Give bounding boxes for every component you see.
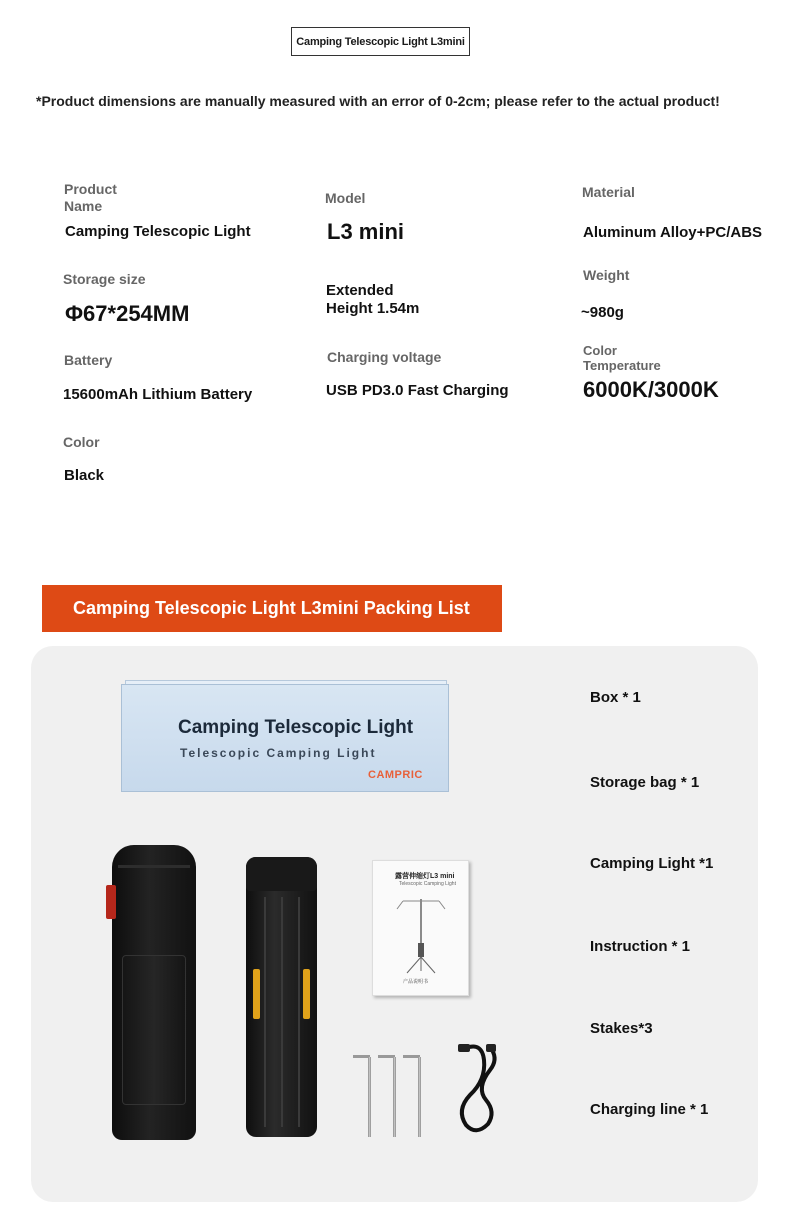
brand-logo: CAMPRIC <box>368 769 423 781</box>
packing-item-storage-bag: Storage bag * 1 <box>590 774 700 791</box>
storage-bag-image <box>112 845 196 1140</box>
box-title: Camping Telescopic Light <box>178 717 414 738</box>
stake-image <box>368 1057 371 1137</box>
bag-zipper <box>118 865 190 868</box>
stake-image <box>393 1057 396 1137</box>
weight-value: ~980g <box>581 304 624 321</box>
product-name-value: Camping Telescopic Light <box>65 223 251 240</box>
extended-height-value: Extended Height 1.54m <box>326 282 420 317</box>
color-label: Color <box>63 434 100 450</box>
charging-cable-icon <box>452 1040 502 1138</box>
manual-subtitle: Telescopic Camping Light <box>399 881 456 887</box>
bag-tag <box>106 885 116 919</box>
light-groove <box>298 897 300 1127</box>
model-value: L3 mini <box>327 219 405 244</box>
light-amber-stripe <box>253 969 260 1019</box>
charging-voltage-value: USB PD3.0 Fast Charging <box>326 382 509 399</box>
weight-label: Weight <box>583 267 630 283</box>
material-value: Aluminum Alloy+PC/ABS <box>583 224 763 241</box>
battery-value: 15600mAh Lithium Battery <box>63 386 253 403</box>
model-label: Model <box>325 190 366 206</box>
color-temperature-value: 6000K/3000K <box>583 377 719 402</box>
manual-footer: 产品说明书 <box>403 979 429 985</box>
packing-item-charging-line: Charging line * 1 <box>590 1101 709 1118</box>
packing-item-box: Box * 1 <box>590 689 641 706</box>
measurement-disclaimer: *Product dimensions are manually measured with an error of 0-2cm; please refer to the actual product! <box>36 93 720 109</box>
manual-title: 露营伸缩灯L3 mini <box>395 873 455 880</box>
instruction-manual-image <box>372 860 469 996</box>
packing-item-camping-light: Camping Light *1 <box>590 855 714 872</box>
box-subtitle: Telescopic Camping Light <box>180 746 377 760</box>
material-label: Material <box>582 184 635 200</box>
packing-item-stakes: Stakes*3 <box>590 1020 653 1037</box>
light-groove <box>281 897 283 1127</box>
battery-label: Battery <box>64 352 113 368</box>
packing-item-instruction: Instruction * 1 <box>590 938 691 955</box>
bag-pocket <box>122 955 186 1105</box>
product-name-label: Product Name <box>64 181 117 214</box>
color-temperature-label: Color Temperature <box>583 343 661 373</box>
light-groove <box>264 897 266 1127</box>
packing-list-header: Camping Telescopic Light L3mini Packing List <box>42 585 502 632</box>
charging-voltage-label: Charging voltage <box>327 349 442 365</box>
tripod-diagram-icon <box>373 861 470 997</box>
product-box-image <box>121 684 449 792</box>
page-title: Camping Telescopic Light L3mini <box>291 27 470 56</box>
color-value: Black <box>64 467 105 484</box>
stake-image <box>418 1057 421 1137</box>
storage-size-label: Storage size <box>63 271 146 287</box>
storage-size-value: Φ67*254MM <box>65 301 190 326</box>
light-cap <box>246 857 317 891</box>
camping-light-image <box>246 857 317 1137</box>
light-amber-stripe <box>303 969 310 1019</box>
